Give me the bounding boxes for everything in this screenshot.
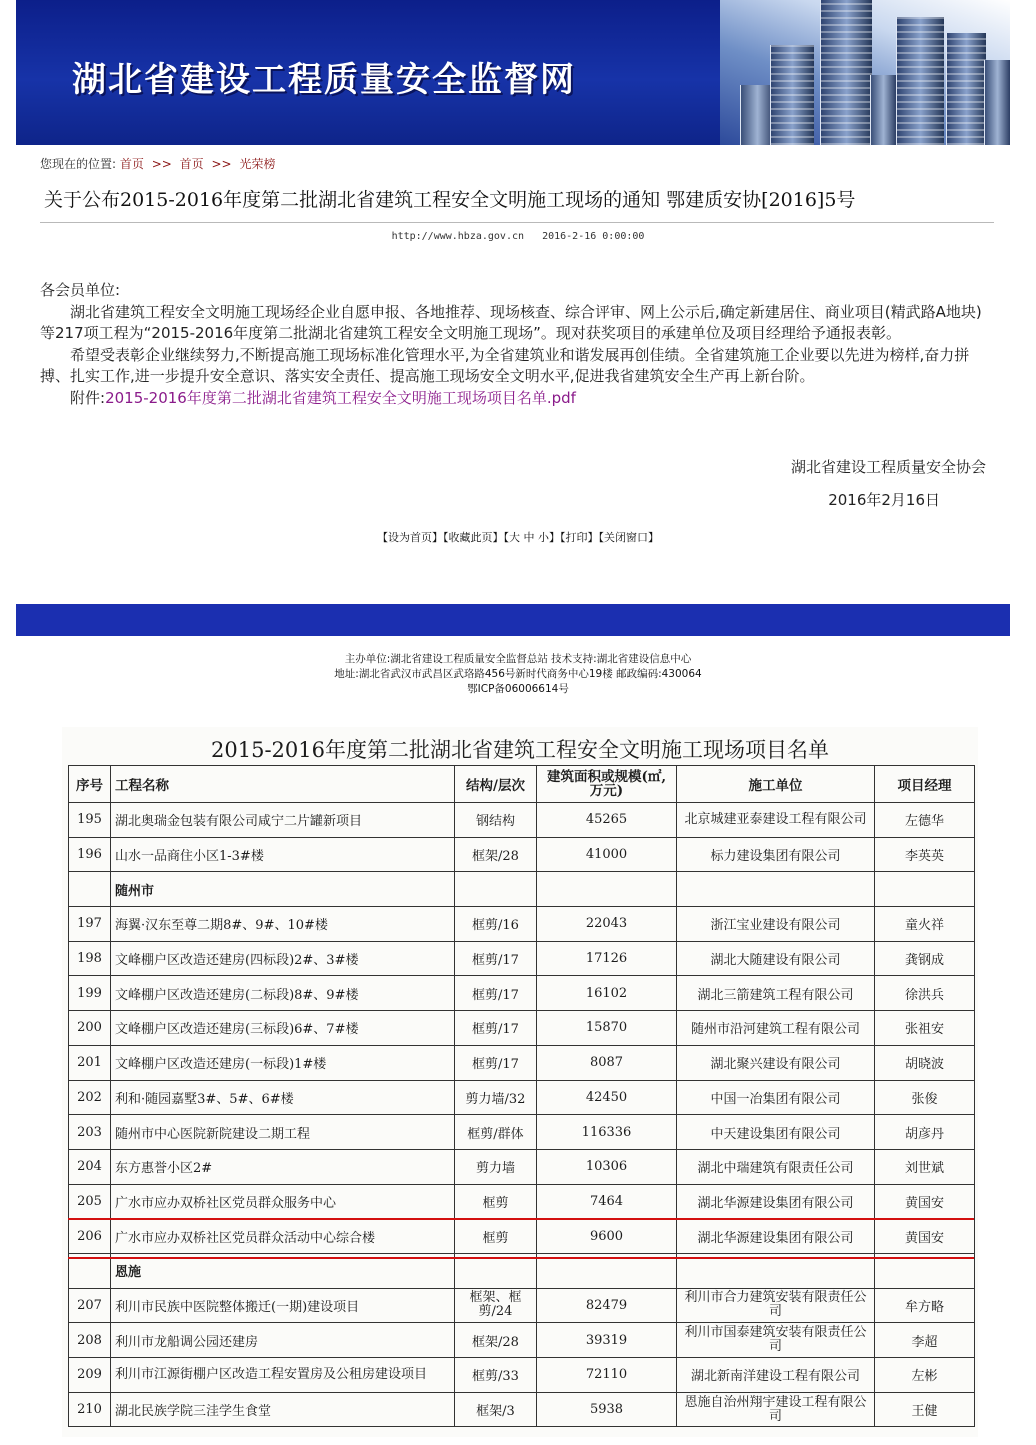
section-no-cell bbox=[69, 872, 111, 907]
header-manager: 项目经理 bbox=[875, 766, 975, 803]
scan-title: 2015-2016年度第二批湖北省建筑工程安全文明施工现场项目名单 bbox=[211, 738, 829, 762]
structure: 钢结构 bbox=[455, 803, 537, 838]
area-value: 39319 bbox=[537, 1323, 677, 1358]
table-header-row bbox=[69, 766, 975, 803]
section-label: 恩施 bbox=[111, 1253, 455, 1288]
font-size-link[interactable]: 【大 中 小】 bbox=[503, 531, 560, 544]
table-row bbox=[69, 837, 975, 872]
builder-name: 湖北中瑞建筑有限责任公司 bbox=[677, 1149, 875, 1184]
table-row bbox=[69, 941, 975, 976]
row-number: 197 bbox=[69, 907, 111, 942]
project-manager: 张祖安 bbox=[875, 1011, 975, 1046]
project-name: 利川市江源街棚户区改造工程安置房及公租房建设项目 bbox=[111, 1358, 455, 1393]
city-skyline-image bbox=[720, 0, 1010, 145]
article-headline: 关于公布2015-2016年度第二批湖北省建筑工程安全文明施工现场的通知 鄂建质安协[2016]5号 bbox=[44, 189, 856, 211]
row-number: 199 bbox=[69, 976, 111, 1011]
area-value: 42450 bbox=[537, 1080, 677, 1115]
row-number: 207 bbox=[69, 1288, 111, 1323]
breadcrumb-home-link-2[interactable]: 首页 bbox=[179, 157, 204, 171]
project-manager: 王健 bbox=[875, 1392, 975, 1427]
table-row bbox=[69, 1184, 975, 1219]
table-row bbox=[69, 1011, 975, 1046]
table-row bbox=[69, 1288, 975, 1323]
builder-name: 湖北华源建设集团有限公司 bbox=[677, 1219, 875, 1254]
table-row bbox=[69, 1149, 975, 1184]
table-row bbox=[69, 1115, 975, 1150]
header-name: 工程名称 bbox=[111, 766, 455, 803]
area-value: 82479 bbox=[537, 1288, 677, 1323]
article-meta bbox=[0, 231, 1036, 242]
site-banner bbox=[16, 0, 1010, 145]
set-homepage-link[interactable]: 【设为首页】 bbox=[377, 531, 443, 544]
project-name: 东方惠誉小区2# bbox=[111, 1149, 455, 1184]
builder-name: 湖北大随建设有限公司 bbox=[677, 941, 875, 976]
row-number: 203 bbox=[69, 1115, 111, 1150]
attachment-label: 附件: bbox=[70, 388, 106, 407]
attachment-line bbox=[40, 388, 990, 410]
area-value: 41000 bbox=[537, 837, 677, 872]
close-window-link[interactable]: 【关闭窗口】 bbox=[598, 531, 659, 544]
area-value: 17126 bbox=[537, 941, 677, 976]
row-number: 200 bbox=[69, 1011, 111, 1046]
footer-address: 地址:湖北省武汉市武昌区武珞路456号新时代商务中心19楼 邮政编码:430064 bbox=[334, 668, 702, 680]
area-value: 72110 bbox=[537, 1358, 677, 1393]
area-value: 9600 bbox=[537, 1219, 677, 1254]
builder-name: 恩施自治州翔宇建设工程有限公司 bbox=[677, 1392, 875, 1427]
project-name: 广水市应办双桥社区党员群众服务中心 bbox=[111, 1184, 455, 1219]
project-name: 利川市龙船调公园还建房 bbox=[111, 1323, 455, 1358]
project-table bbox=[68, 765, 975, 1427]
print-link[interactable]: 【打印】 bbox=[560, 531, 599, 544]
attachment-scan-image bbox=[62, 727, 978, 1437]
structure: 框架、框剪/24 bbox=[455, 1288, 537, 1323]
builder-name: 浙江宝业建设有限公司 bbox=[677, 907, 875, 942]
section-row bbox=[69, 872, 975, 907]
article-date: 2016-2-16 0:00:00 bbox=[542, 231, 645, 242]
salutation: 各会员单位: bbox=[40, 281, 121, 299]
table-row bbox=[69, 1323, 975, 1358]
row-number: 202 bbox=[69, 1080, 111, 1115]
area-value: 10306 bbox=[537, 1149, 677, 1184]
project-manager: 牟方略 bbox=[875, 1288, 975, 1323]
row-number: 196 bbox=[69, 837, 111, 872]
project-manager: 徐洪兵 bbox=[875, 976, 975, 1011]
row-number: 206 bbox=[69, 1219, 111, 1254]
footer-icp: 鄂ICP备06006614号 bbox=[467, 683, 569, 695]
area-value: 16102 bbox=[537, 976, 677, 1011]
header-area: 建筑面积或规模(㎡,万元) bbox=[537, 766, 677, 803]
article-body bbox=[40, 280, 990, 409]
structure: 剪力墙 bbox=[455, 1149, 537, 1184]
builder-name: 湖北聚兴建设有限公司 bbox=[677, 1045, 875, 1080]
article-source-url: http://www.hbza.gov.cn bbox=[391, 231, 525, 242]
project-name: 山水一品商住小区1-3#楼 bbox=[111, 837, 455, 872]
project-name: 利和·随园嘉墅3#、5#、6#楼 bbox=[111, 1080, 455, 1115]
builder-name: 中天建设集团有限公司 bbox=[677, 1115, 875, 1150]
structure: 框剪/群体 bbox=[455, 1115, 537, 1150]
project-manager: 李英英 bbox=[875, 837, 975, 872]
footer-organizer: 主办单位:湖北省建设工程质量安全监督总站 技术支持:湖北省建设信息中心 bbox=[344, 653, 692, 665]
row-number: 204 bbox=[69, 1149, 111, 1184]
project-name: 随州市中心医院新院建设二期工程 bbox=[111, 1115, 455, 1150]
table-row bbox=[69, 803, 975, 838]
project-manager: 张俊 bbox=[875, 1080, 975, 1115]
project-manager: 左彬 bbox=[875, 1358, 975, 1393]
project-manager: 胡晓波 bbox=[875, 1045, 975, 1080]
empty-cell bbox=[677, 872, 875, 907]
row-number: 201 bbox=[69, 1045, 111, 1080]
structure: 框剪/17 bbox=[455, 1011, 537, 1046]
area-value: 5938 bbox=[537, 1392, 677, 1427]
table-row bbox=[69, 907, 975, 942]
page-tools bbox=[0, 529, 1036, 545]
attachment-link[interactable]: 2015-2016年度第二批湖北省建筑工程安全文明施工现场项目名单.pdf bbox=[105, 388, 576, 407]
project-name: 湖北民族学院三洼学生食堂 bbox=[111, 1392, 455, 1427]
project-name: 文峰棚户区改造还建房(一标段)1#楼 bbox=[111, 1045, 455, 1080]
builder-name: 湖北华源建设集团有限公司 bbox=[677, 1184, 875, 1219]
project-manager: 左德华 bbox=[875, 803, 975, 838]
headline-divider bbox=[40, 222, 994, 223]
structure: 框剪/33 bbox=[455, 1358, 537, 1393]
structure: 框架/28 bbox=[455, 837, 537, 872]
project-manager: 胡彦丹 bbox=[875, 1115, 975, 1150]
builder-name: 湖北三箭建筑工程有限公司 bbox=[677, 976, 875, 1011]
site-title: 湖北省建设工程质量安全监督网 bbox=[72, 60, 576, 100]
builder-name: 标力建设集团有限公司 bbox=[677, 837, 875, 872]
paragraph-1: 湖北省建筑工程安全文明施工现场经企业自愿申报、各地推荐、现场核查、综合评审、网上公示后,确定新建居住、商业项目(精武路A地块)等217项工程为“2015-2016年度第二批湖北省建筑工程安全文明施工现场”。现对获奖项目的承建单位及项目经理给予通报表彰。 bbox=[40, 302, 982, 342]
footer bbox=[0, 652, 1036, 697]
table-row bbox=[69, 1219, 975, 1254]
signature-date: 2016年2月16日 bbox=[828, 491, 940, 509]
project-manager: 童火祥 bbox=[875, 907, 975, 942]
section-label: 随州市 bbox=[111, 872, 455, 907]
bookmark-link[interactable]: 【收藏此页】 bbox=[443, 531, 504, 544]
project-name: 文峰棚户区改造还建房(二标段)8#、9#楼 bbox=[111, 976, 455, 1011]
header-structure: 结构/层次 bbox=[455, 766, 537, 803]
table-row bbox=[69, 1045, 975, 1080]
structure: 框架/28 bbox=[455, 1323, 537, 1358]
project-manager: 黄国安 bbox=[875, 1219, 975, 1254]
footer-bar bbox=[16, 604, 1010, 636]
row-number: 209 bbox=[69, 1358, 111, 1393]
breadcrumb-honor-link[interactable]: 光荣榜 bbox=[239, 157, 276, 171]
empty-cell bbox=[875, 872, 975, 907]
builder-name: 利川市合力建筑安装有限责任公司 bbox=[677, 1288, 875, 1323]
row-number: 198 bbox=[69, 941, 111, 976]
builder-name: 湖北新南洋建设工程有限公司 bbox=[677, 1358, 875, 1393]
project-name: 广水市应办双桥社区党员群众活动中心综合楼 bbox=[111, 1219, 455, 1254]
area-value: 116336 bbox=[537, 1115, 677, 1150]
project-name: 湖北奥瑞金包装有限公司咸宁二片罐新项目 bbox=[111, 803, 455, 838]
project-manager: 李超 bbox=[875, 1323, 975, 1358]
breadcrumb bbox=[40, 155, 275, 172]
project-name: 文峰棚户区改造还建房(四标段)2#、3#楼 bbox=[111, 941, 455, 976]
area-value: 15870 bbox=[537, 1011, 677, 1046]
breadcrumb-prefix: 您现在的位置: bbox=[40, 157, 117, 171]
area-value: 45265 bbox=[537, 803, 677, 838]
project-name: 利川市民族中医院整体搬迁(一期)建设项目 bbox=[111, 1288, 455, 1323]
project-name: 海翼·汉东至尊二期8#、9#、10#楼 bbox=[111, 907, 455, 942]
empty-cell bbox=[537, 872, 677, 907]
structure: 框剪/16 bbox=[455, 907, 537, 942]
row-number: 210 bbox=[69, 1392, 111, 1427]
area-value: 7464 bbox=[537, 1184, 677, 1219]
area-value: 8087 bbox=[537, 1045, 677, 1080]
structure: 框剪/17 bbox=[455, 976, 537, 1011]
highlight-line-top bbox=[68, 1218, 974, 1220]
project-manager: 黄国安 bbox=[875, 1184, 975, 1219]
structure: 剪力墙/32 bbox=[455, 1080, 537, 1115]
builder-name: 利川市国泰建筑安装有限责任公司 bbox=[677, 1323, 875, 1358]
table-row bbox=[69, 976, 975, 1011]
project-name: 文峰棚户区改造还建房(三标段)6#、7#楼 bbox=[111, 1011, 455, 1046]
structure: 框剪/17 bbox=[455, 1045, 537, 1080]
structure: 框剪/17 bbox=[455, 941, 537, 976]
builder-name: 中国一冶集团有限公司 bbox=[677, 1080, 875, 1115]
breadcrumb-home-link[interactable]: 首页 bbox=[119, 157, 144, 171]
row-number: 205 bbox=[69, 1184, 111, 1219]
header-builder: 施工单位 bbox=[677, 766, 875, 803]
breadcrumb-separator: >> bbox=[211, 157, 232, 171]
structure: 框剪 bbox=[455, 1184, 537, 1219]
empty-cell bbox=[455, 872, 537, 907]
highlight-line-bottom bbox=[68, 1257, 974, 1259]
table-row bbox=[69, 1358, 975, 1393]
breadcrumb-separator: >> bbox=[151, 157, 172, 171]
table-row bbox=[69, 1392, 975, 1427]
signature: 湖北省建设工程质量安全协会 bbox=[790, 458, 986, 476]
paragraph-2: 希望受表彰企业继续努力,不断提高施工现场标准化管理水平,为全省建筑业和谐发展再创佳绩。全省建筑施工企业要以先进为榜样,奋力拼搏、扎实工作,进一步提升安全意识、落实安全责任、提高施工现场安全文明水平,促进我省建筑安全生产再上新台阶。 bbox=[40, 345, 970, 385]
area-value: 22043 bbox=[537, 907, 677, 942]
structure: 框剪 bbox=[455, 1219, 537, 1254]
builder-name: 随州市沿河建筑工程有限公司 bbox=[677, 1011, 875, 1046]
row-number: 208 bbox=[69, 1323, 111, 1358]
project-manager: 刘世斌 bbox=[875, 1149, 975, 1184]
table-row bbox=[69, 1080, 975, 1115]
structure: 框架/3 bbox=[455, 1392, 537, 1427]
header-no: 序号 bbox=[69, 766, 111, 803]
project-manager: 龚钢成 bbox=[875, 941, 975, 976]
row-number: 195 bbox=[69, 803, 111, 838]
builder-name: 北京城建亚泰建设工程有限公司 bbox=[677, 803, 875, 838]
